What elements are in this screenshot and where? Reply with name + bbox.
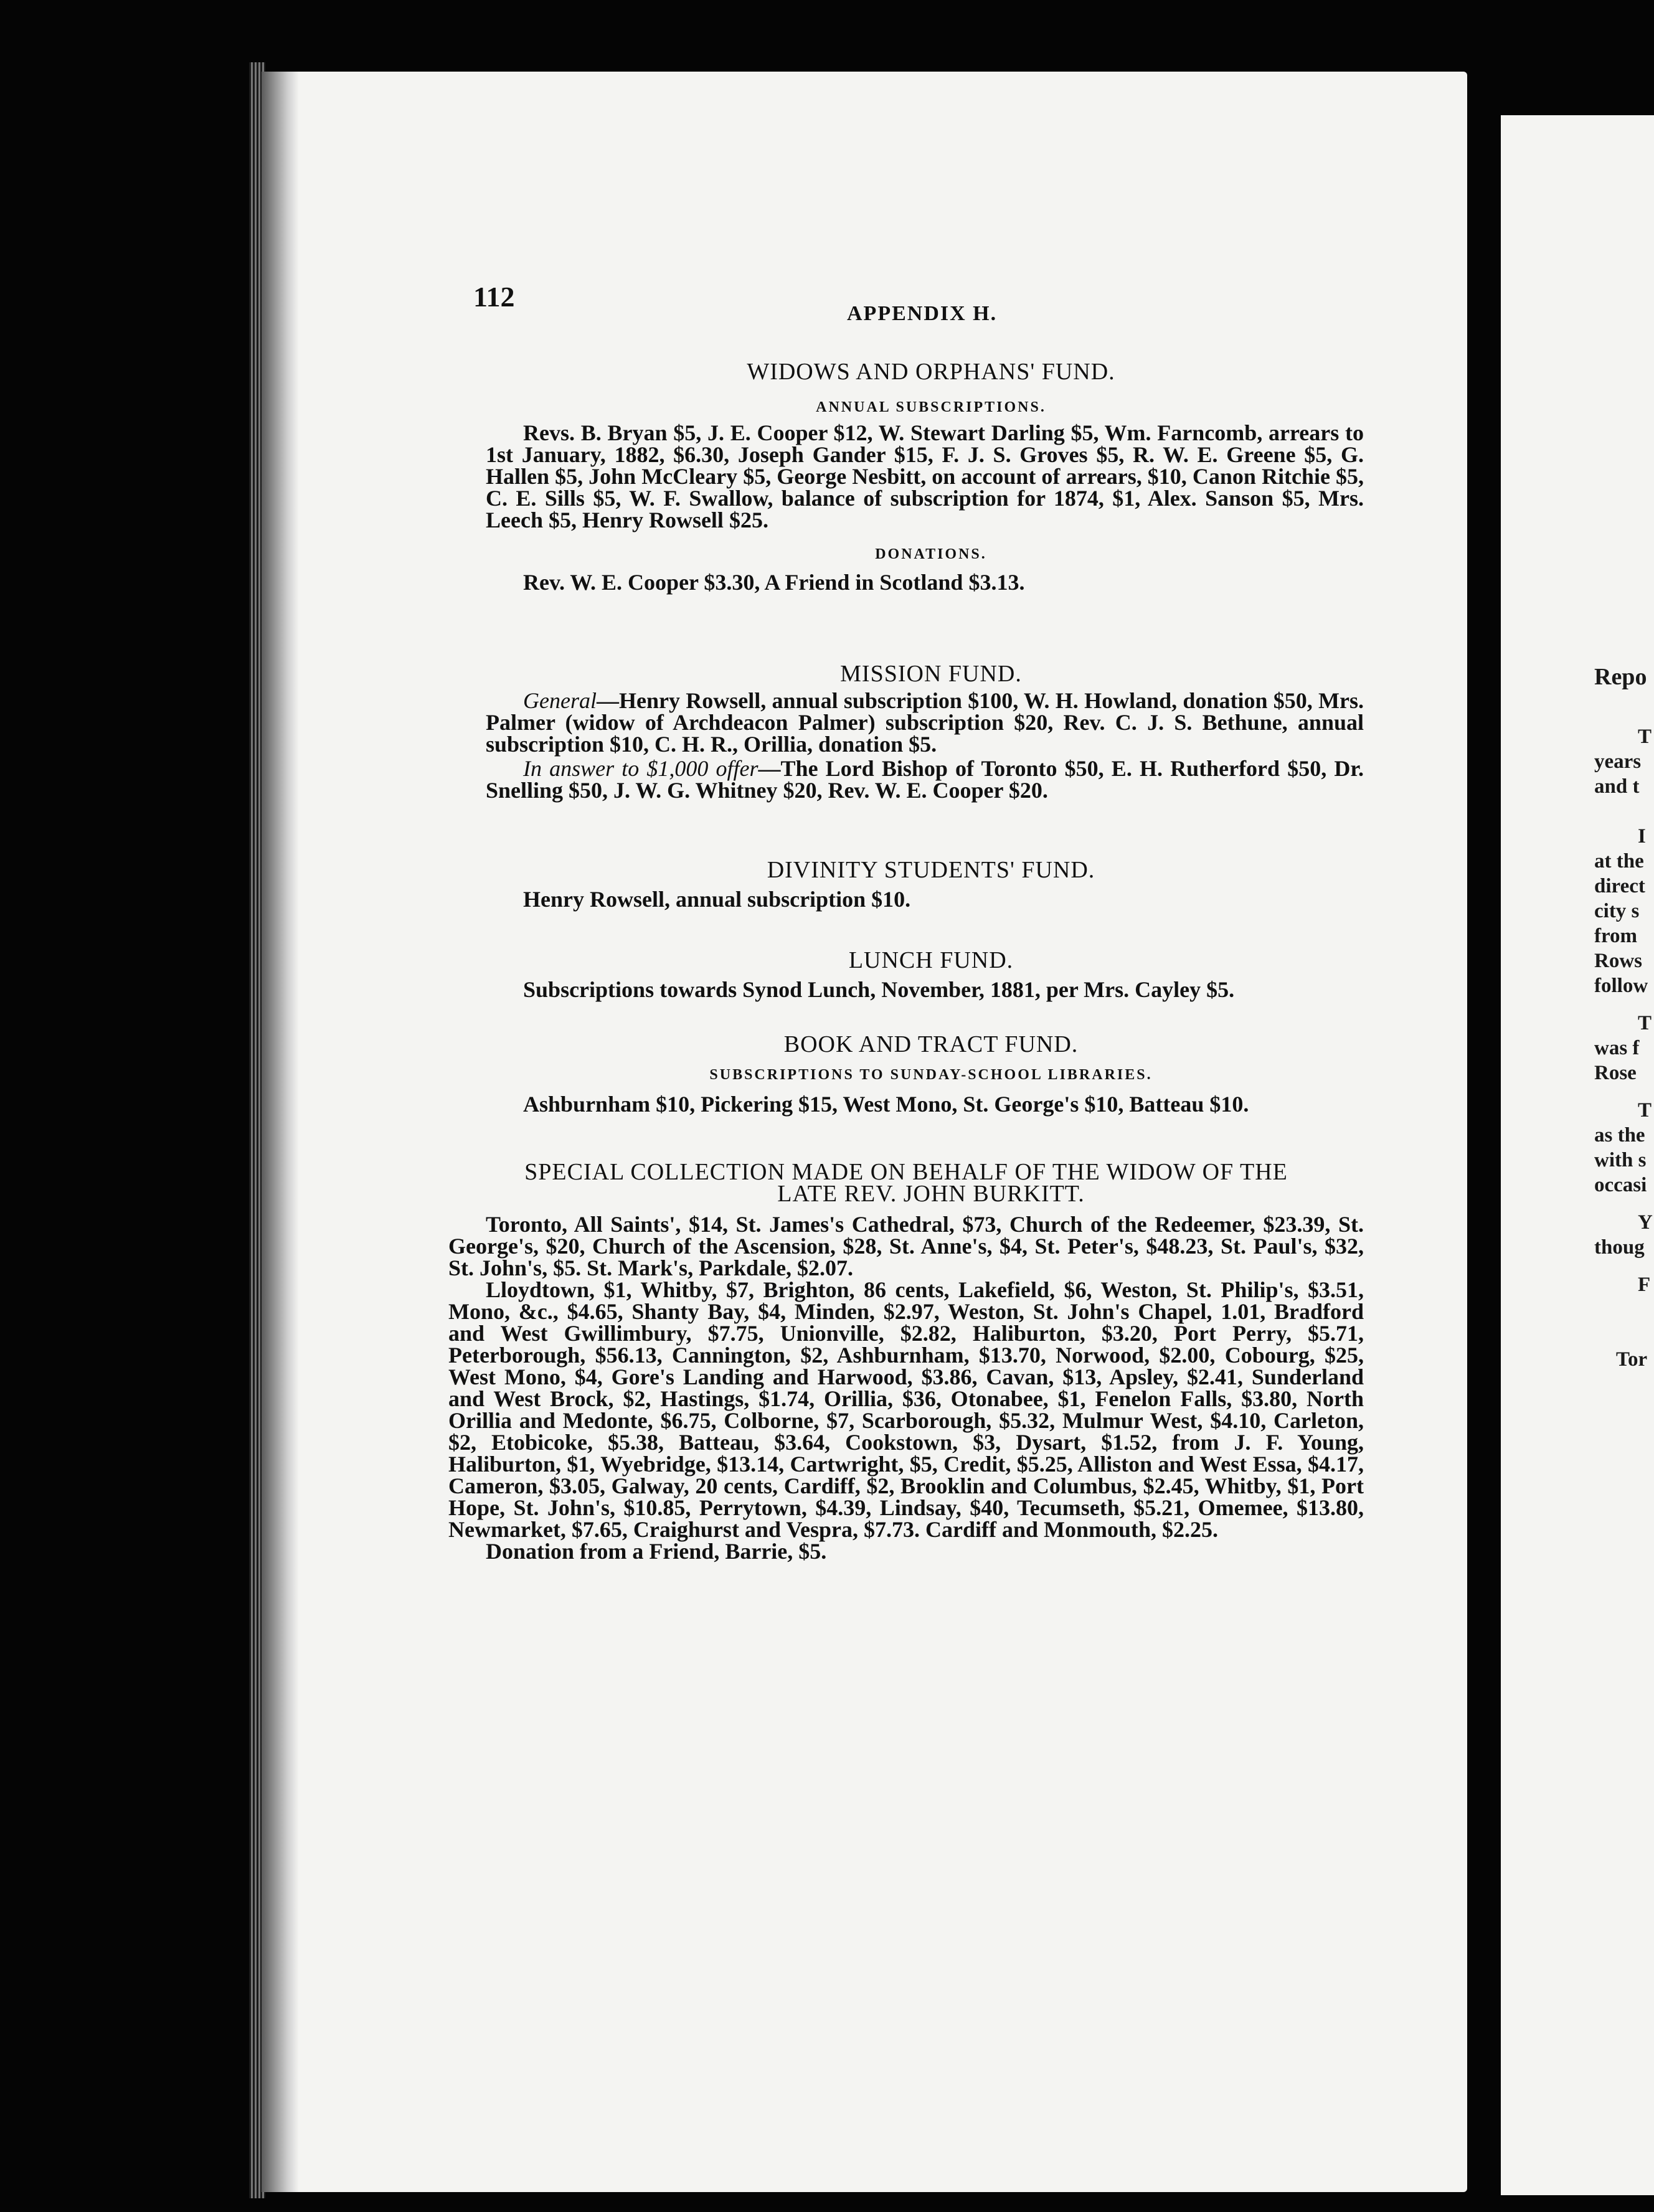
general-detail: —Henry Rowsell, annual subscription $100, W. H. Howland, donation $50, Mrs. Palmer (widow of Archdeacon Palmer) subscription $20, Rev. C. J. S. Bethune, annual subscription $10, C. H. R., Orillia, donation $5. <box>486 688 1364 757</box>
right-page-fragment: Repo <box>1594 664 1647 690</box>
divinity-fund-text: Henry Rowsell, annual subscription $10. <box>523 887 911 912</box>
book-fund-text: Ashburnham $10, Pickering $15, West Mono, St. George's $10, Batteau $10. <box>523 1092 1249 1117</box>
right-page-fragment: with s <box>1594 1149 1647 1171</box>
right-page-fragment: city s <box>1594 900 1640 922</box>
running-head: APPENDIX H. <box>847 302 998 325</box>
page-number: 112 <box>473 281 515 313</box>
right-page-fragment: T <box>1638 1012 1652 1034</box>
donations-text: Rev. W. E. Cooper $3.30, A Friend in Scotland $3.13. <box>523 570 1025 595</box>
widows-fund-title: WIDOWS AND ORPHANS' FUND. <box>747 359 1115 385</box>
lunch-fund-section <box>448 947 1364 1002</box>
right-page-fragment: follow <box>1594 975 1648 997</box>
right-page-fragment: Y <box>1638 1211 1653 1234</box>
right-page-fragment: from <box>1594 925 1638 947</box>
book-fund-title: BOOK AND TRACT FUND. <box>783 1031 1079 1057</box>
annual-subscriptions-heading: ANNUAL SUBSCRIPTIONS. <box>816 399 1046 415</box>
right-page-fragment: F <box>1638 1274 1651 1296</box>
special-collection-section <box>448 1161 1364 1562</box>
right-page-fragment: Rows <box>1594 950 1643 972</box>
lunch-fund-title: LUNCH FUND. <box>848 947 1014 973</box>
mission-general-text <box>486 690 1364 755</box>
mission-fund-section <box>448 663 1364 801</box>
donations-heading: DONATIONS. <box>875 546 987 562</box>
special-collection-title-line2: LATE REV. JOHN BURKITT. <box>777 1181 1085 1207</box>
mission-offer-text <box>486 758 1364 801</box>
general-label: General <box>523 688 597 713</box>
right-page-fragment: was f <box>1594 1037 1640 1059</box>
right-page-fragment: Tor <box>1616 1348 1648 1371</box>
right-page-fragment: T <box>1638 726 1652 748</box>
offer-detail: —The Lord Bishop of Toronto $50, E. H. Rutherford $50, Dr. Snelling $50, J. W. G. Whitney $20, Rev. W. E. Cooper $20. <box>486 756 1364 803</box>
offer-label: In answer to $1,000 offer <box>523 756 758 781</box>
right-page-fragment: Rose <box>1594 1062 1637 1084</box>
right-page-fragment: at the <box>1594 850 1644 872</box>
right-page-fragment: and t <box>1594 775 1640 798</box>
right-page-fragment: years <box>1594 750 1642 773</box>
right-page-fragment: direct <box>1594 875 1645 897</box>
right-page-fragment: I <box>1638 825 1646 848</box>
special-collection-title-line1: SPECIAL COLLECTION MADE ON BEHALF OF THE WIDOW OF THE <box>524 1159 1288 1185</box>
annual-subscriptions-text: Revs. B. Bryan $5, J. E. Cooper $12, W. Stewart Darling $5, Wm. Farncomb, arrears to 1st January, 1882, $6.30, Joseph Gander $15, F. J. S. Groves $5, R. W. E. Greene $5, G. Hallen $5, John McCleary $5, George Nesbitt, on account of arrears, $10, Canon Ritchie $5, C. E. Sills $5, W. F. Swallow, balance of subscription for 1874, $1, Alex. Sanson $5, Mrs. Leech $5, Henry Rowsell $25. <box>486 420 1364 532</box>
special-collection-parishes: Lloydtown, $1, Whitby, $7, Brighton, 86 cents, Lakefield, $6, Weston, St. Philip's, $3.51, Mono, &c., $4.65, Shanty Bay, $4, Minden, $2.97, Weston, St. John's Chapel, 1.01, Bradford and West Gwillimbury, $7.75, Unionville, $2.82, Haliburton, $3.20, Port Perry, $5.71, Peterborough, $56.13, Cannington, $2, Ashburnham, $13.70, Norwood, $2.00, Cobourg, $25, West Mono, $4, Gore's Landing and Harwood, $3.86, Cavan, $13, Apsley, $2.41, Sunderland and West Brock, $2, Hastings, $1.74, Orillia, $36, Otonabee, $1, Fenelon Falls, $3.80, North Orillia and Medonte, $6.75, Colborne, $7, Scarborough, $5.32, Mulmur West, $4.10, Carleton, $2, Etobicoke, $5.38, Batteau, $3.64, Cookstown, $3, Dysart, $1.52, from J. F. Young, Haliburton, $1, Wyebridge, $13.14, Cartwright, $5, Credit, $5.25, Alliston and West Essa, $4.17, Cameron, $3.05, Galway, 20 cents, Cardiff, $2, Brooklin and Columbus, $2.45, Whitby, $1, Port Hope, St. John's, $10.85, Perrytown, $4.39, Lindsay, $40, Tecumseth, $5.21, Omemee, $13.80, Newmarket, $7.65, Craighurst and Vespra, $7.73. Cardiff and Monmouth, $2.25. <box>448 1277 1364 1542</box>
divinity-fund-section <box>448 859 1364 910</box>
sunday-school-heading: SUBSCRIPTIONS TO SUNDAY-SCHOOL LIBRARIES. <box>709 1067 1153 1083</box>
mission-fund-title: MISSION FUND. <box>840 661 1022 687</box>
right-page-fragment: thoug <box>1594 1236 1645 1259</box>
lunch-fund-text: Subscriptions towards Synod Lunch, November, 1881, per Mrs. Cayley $5. <box>523 977 1235 1002</box>
right-page-fragment: occasi <box>1594 1174 1647 1196</box>
special-collection-toronto: Toronto, All Saints', $14, St. James's Cathedral, $73, Church of the Redeemer, $23.39, St. George's, $20, Church of the Ascension, $28, St. Anne's, $4, St. Peter's, $48.23, St. Paul's, $32, St. John's, $5. St. Mark's, Parkdale, $2.07. <box>448 1212 1364 1280</box>
right-page-fragment: T <box>1638 1099 1652 1122</box>
special-collection-donation: Donation from a Friend, Barrie, $5. <box>486 1539 827 1564</box>
binding-shadow <box>262 72 299 2192</box>
book-fund-section <box>448 1031 1364 1117</box>
right-page-fragment: as the <box>1594 1124 1645 1146</box>
widows-fund-section <box>448 361 1364 593</box>
divinity-fund-title: DIVINITY STUDENTS' FUND. <box>767 857 1095 883</box>
